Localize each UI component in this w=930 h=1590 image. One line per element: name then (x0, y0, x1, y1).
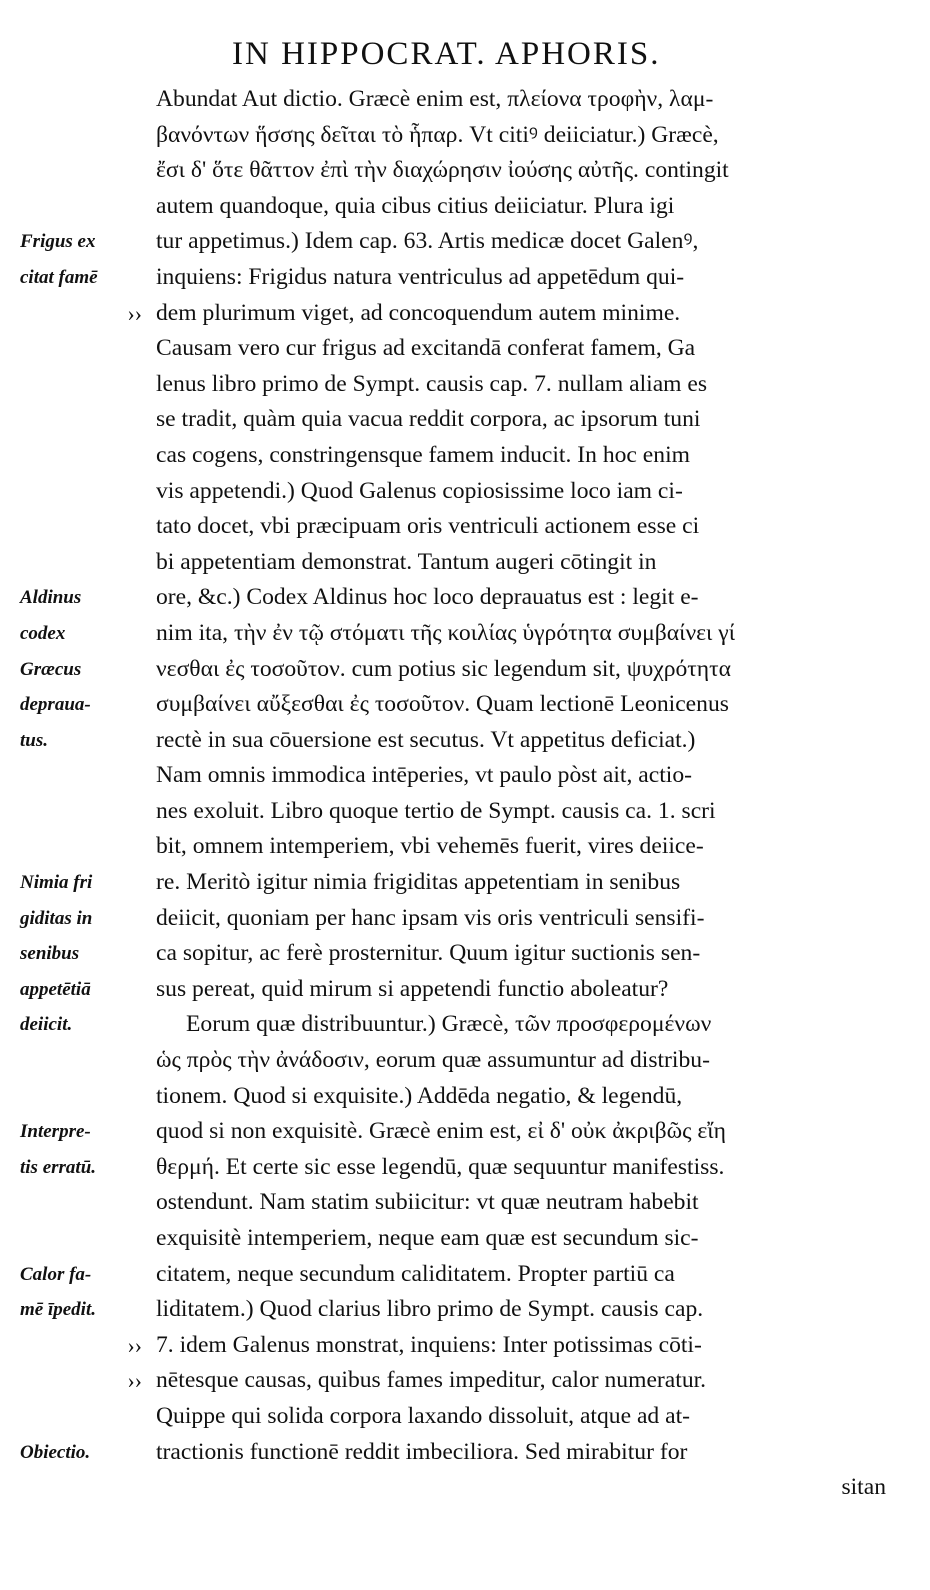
text-line: ore, &c.) Codex Aldinus hoc loco deprauatus est : legit e- (156, 584, 699, 611)
margin-line (20, 1221, 150, 1257)
margin-note-aldinus: Aldinus (20, 587, 82, 609)
margin-note-aldinus: codex (20, 622, 66, 644)
margin-note-nimia: deiicit. (20, 1014, 73, 1036)
text-line: autem quandoque, quia cibus citius deiiciatur. Plura igi (156, 192, 675, 219)
text-line: ca sopitur, ac ferè prosternitur. Quum igitur suctionis sen- (156, 940, 701, 967)
margin-quote-mark: ›› (127, 1332, 142, 1358)
margin-note-aldinus: deprauа- (20, 694, 91, 716)
text-line: sus pereat, quid mirum si appetendi functio aboleatur? (156, 975, 669, 1002)
margin-line (20, 1185, 150, 1221)
margin-note-interpretis: tis erratū. (20, 1156, 97, 1178)
margin-line (20, 758, 150, 794)
text-line: rectè in sua cōuersione est secutus. Vt appetitus deficiat.) (156, 726, 696, 753)
text-line: tractionis functionē reddit imbeciliora. Sed mirabitur for (156, 1438, 688, 1465)
text-line: tato docet, vbi præcipuam oris ventriculi actionem esse ci (156, 513, 700, 540)
main-text-column (156, 82, 896, 1506)
text-line: re. Meritò igitur nimia frigiditas appetentiam in senibus (156, 869, 681, 896)
text-line: νεσθαι ἐς τοσοῦτον. cum potius sic legendum sit, ψυχρότητα (156, 655, 731, 682)
margin-line (20, 438, 150, 474)
text-line: Quippe qui solida corpora laxando dissoluit, atque ad at- (156, 1402, 691, 1429)
margin-note-aldinus: tus. (20, 729, 48, 751)
text-line: Abundat Aut dictio. Græcè enim est, πλείονα τροφὴν, λαμ- (156, 86, 714, 112)
margin-note-calor: mē īpedit. (20, 1299, 96, 1321)
text-line: dem plurimum viget, ad concoquendum autem minime. (156, 299, 681, 326)
margin-note-aldinus: Græcus (20, 658, 82, 680)
margin-line (20, 367, 150, 403)
text-line: nētesque causas, quibus fames impeditur, calor numeratur. (156, 1367, 707, 1394)
margin-line (20, 794, 150, 830)
margin-line (20, 331, 150, 367)
catchword: sitan (841, 1474, 886, 1501)
margin-note-nimia: Nimia fri (20, 872, 93, 894)
text-line: nes exoluit. Libro quoque tertio de Sympt. causis ca. 1. scri (156, 797, 716, 824)
text-line: bit, omnem intemperiem, vbi vehemēs fuerit, vires deiice- (156, 833, 704, 860)
margin-line (20, 1079, 150, 1115)
margin-note-calor: Calor fa- (20, 1263, 92, 1285)
margin-note-nimia: senibus (20, 943, 80, 965)
text-line: Nam omnis immodica intēperies, vt paulo pòst ait, actio- (156, 762, 692, 789)
margin-line (20, 402, 150, 438)
text-line: 7. idem Galenus monstrat, inquiens: Inter potissimas cōti- (156, 1331, 702, 1358)
margin-line (20, 82, 150, 118)
text-line: vis appetendi.) Quod Galenus copiosissime loco iam ci- (156, 477, 683, 504)
margin-line (20, 474, 150, 510)
text-line: exquisitè intemperiem, neque eam quæ est secundum sic- (156, 1225, 699, 1251)
text-line: nim ita, τὴν ἐν τῷ στόματι τῆς κοιλίας ὑγρότητα συμβαίνει γί (156, 619, 736, 646)
margin-note-frigus: Frigus ex (20, 231, 96, 253)
margin-line (20, 1043, 150, 1079)
text-line: tionem. Quod si exquisite.) Addēda negatio, & legendū, (156, 1082, 683, 1109)
text-line: liditatem.) Quod clarius libro primo de Sympt. causis cap. (156, 1296, 704, 1323)
margin-note-nimia: appetētiā (20, 978, 91, 1000)
margin-note-interpretis: Interpre- (20, 1121, 91, 1143)
text-line: ἔσι δ' ὅτε θᾶττον ἐπὶ τὴν διαχώρησιν ἰούσης αὐτῆς. contingit (156, 157, 729, 184)
text-line: Eorum quæ distribuuntur.) Græcè, τῶν προσφερομένων (186, 1011, 712, 1038)
margin-quote-mark: ›› (127, 300, 142, 326)
marginal-notes (20, 82, 150, 1470)
text-line: συμβαίνει αὔξεσθαι ἐς τοσοῦτον. Quam lectionē Leonicenus (156, 691, 729, 718)
text-line: tur appetimus.) Idem cap. 63. Artis medicæ docet Galenꝰ, (156, 228, 699, 255)
text-line: quod si non exquisitè. Græcè enim est, εἰ δ' οὐκ ἀκριβῶς εἴη (156, 1118, 726, 1145)
margin-line (20, 118, 150, 154)
text-line: bi appetentiam demonstrat. Tantum augeri cōtingit in (156, 548, 657, 575)
text-line: βανόντων ἥσσης δεῖται τὸ ἧπαρ. Vt citiꝰ deiiciatur.) Græcè, (156, 121, 719, 148)
text-line: inquiens: Frigidus natura ventriculus ad appetēdum qui- (156, 263, 685, 290)
margin-quote-mark: ›› (127, 1368, 142, 1394)
margin-note-nimia: giditas in (20, 907, 93, 929)
text-line: se tradit, quàm quia vacua reddit corpora, ac ipsorum tuni (156, 406, 701, 433)
margin-line (20, 829, 150, 865)
text-line: ὡς πρὸς τὴν ἀνάδοσιν, eorum quæ assumuntur ad distribu- (156, 1047, 710, 1074)
running-head: IN HIPPOCRAT. APHORIS. (232, 36, 661, 72)
text-line: Causam vero cur frigus ad excitandā conferat famem, Ga (156, 335, 696, 362)
margin-line (20, 153, 150, 189)
text-line: ostendunt. Nam statim subiicitur: vt quæ neutram habebit (156, 1189, 699, 1216)
text-line: lenus libro primo de Sympt. causis cap. 7. nullam aliam es (156, 370, 708, 397)
margin-note-obiectio: Obiectio. (20, 1441, 91, 1463)
text-line: citatem, neque secundum caliditatem. Propter partiū ca (156, 1260, 675, 1287)
margin-note-frigus: citat famē (20, 266, 98, 288)
text-line: θερμή. Et certe sic esse legendū, quæ sequuntur manifestiss. (156, 1153, 725, 1180)
text-line: cas cogens, constringensque famem inducit. In hoc enim (156, 441, 690, 468)
text-line: deiicit, quoniam per hanc ipsam vis oris ventriculi sensifi- (156, 904, 705, 931)
margin-line (20, 545, 150, 581)
margin-line (20, 509, 150, 545)
margin-line (20, 189, 150, 225)
margin-line (20, 1399, 150, 1435)
